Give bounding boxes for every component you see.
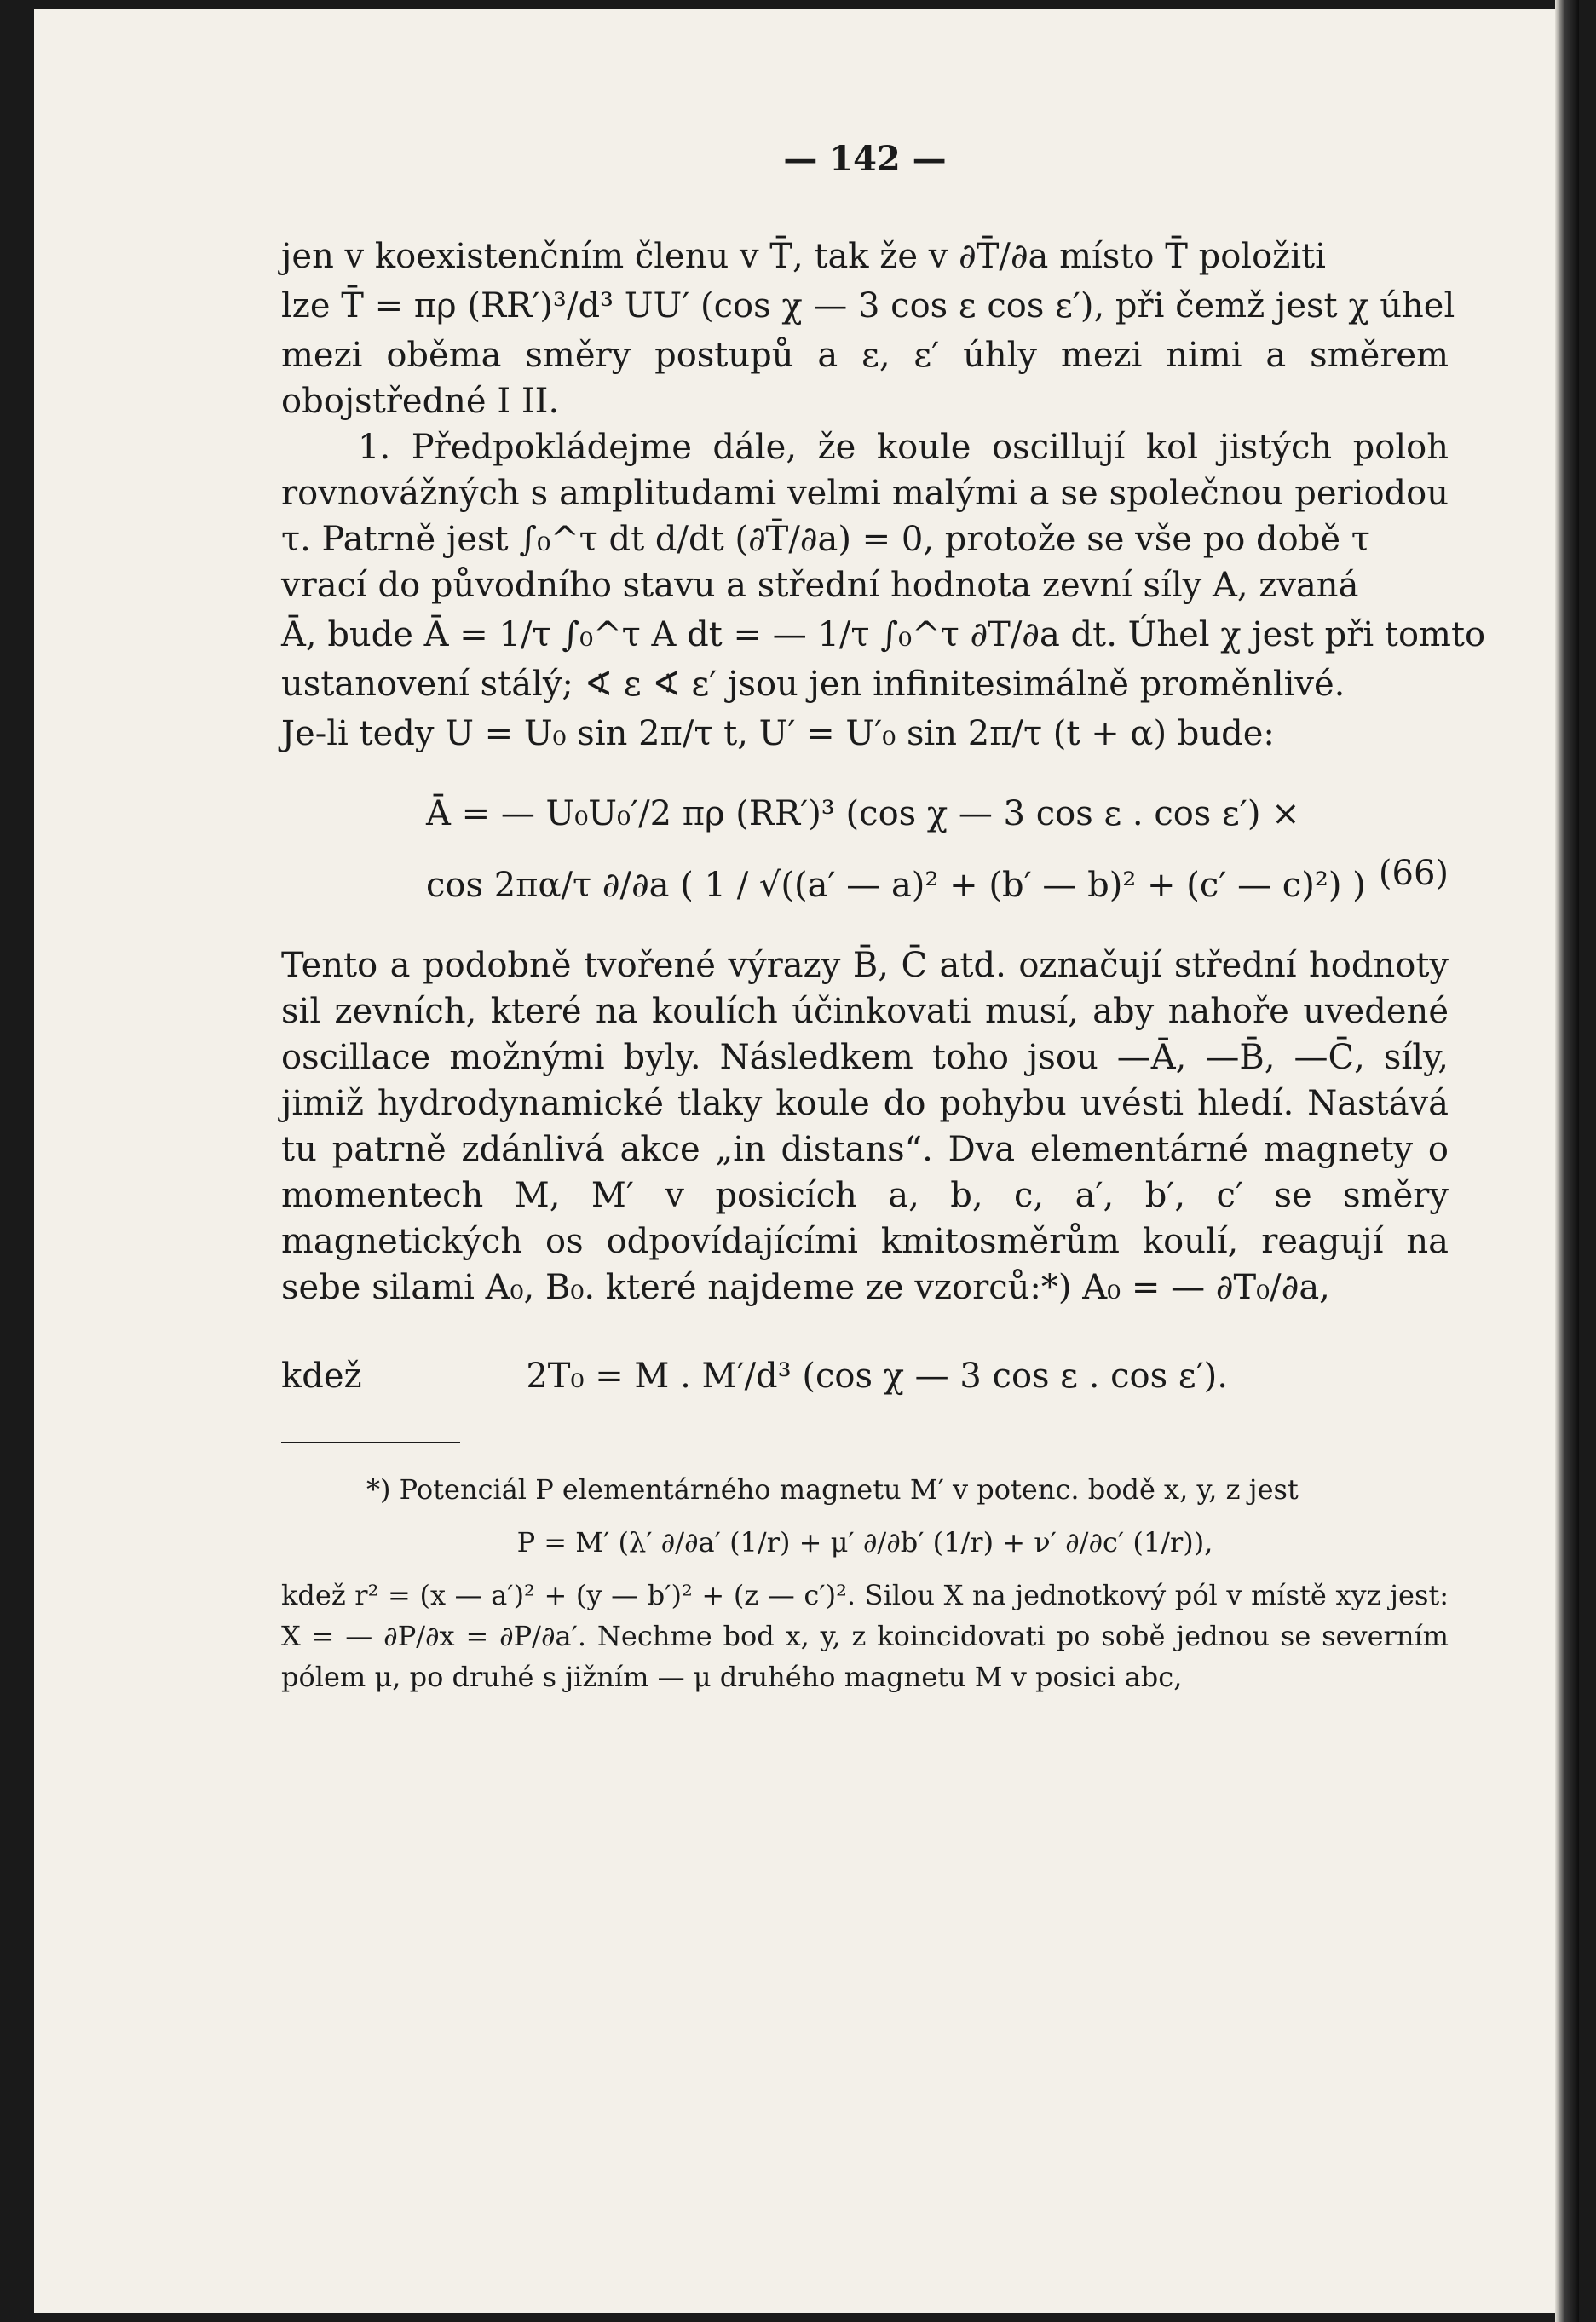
- footnote-rule: [281, 1442, 460, 1443]
- page-number: — 142 —: [783, 139, 947, 179]
- kdez-line: [281, 1353, 1449, 1399]
- equation-number: (66): [1378, 854, 1449, 893]
- footnote-text: kdež r² = (x — a′)² + (y — b′)² + (z — c′)². Silou X na jednotkový pól v místě xyz jest: X = — ∂P/∂x = ∂P/∂a′. Nechme bod x, y, z koincidovati po sobě jednou se severním pólem μ, po druhé s jižním — μ druhého magnetu M v posici abc,: [281, 1579, 1449, 1693]
- footnote-intro: *) Potenciál P elementárného magnetu M′ v potenc. bodě x, y, z jest: [366, 1473, 1299, 1506]
- kdez-equation: 2T₀ = M . M′/d³ (cos χ — 3 cos ε . cos ε′).: [526, 1357, 1229, 1396]
- text-line-7: ustanovení stálý; ∢ ε ∢ ε′ jsou jen infinitesimálně proměnlivé.: [281, 665, 1345, 704]
- text-line-8: Je-li tedy U = U₀ sin 2π/τ t, U′ = U′₀ sin 2π/τ (t + α) bude:: [281, 714, 1275, 753]
- kdez-label: kdež: [281, 1357, 362, 1396]
- page: [34, 9, 1559, 2313]
- text-line-1: jen v koexistenčním členu v T̄, tak že v ∂T̄/∂a místo T̄ položiti: [281, 237, 1326, 276]
- text-line-5: vrací do původního stavu a střední hodnota zevní síly A, zvaná: [281, 566, 1359, 605]
- footnote-equation: P = M′ (λ′ ∂/∂a′ (1/r) + μ′ ∂/∂b′ (1/r) + ν′ ∂/∂c′ (1/r)),: [516, 1526, 1213, 1559]
- text-line-3: mezi oběma směry postupů a ε, ε′ úhly mezi nimi a směrem obojstředné I II.: [281, 336, 1449, 421]
- paragraph-2: Tento a podobně tvořené výrazy B̄, C̄ atd. označují střední hodnoty sil zevních, které na koulích účinkovati musí, aby nahoře uvedené oscillace možnými byly. Následkem toho jsou —Ā, —B̄, —C̄, síly, jimiž hydrodynamické tlaky koule do pohybu uvésti hledí. Nastává tu patrně zdánlivá akce „in distans“. Dva elementárné magnety o momentech M, M′ v posicích a, b, c, a′, b′, c′ se směry magnetických os odpovídajícími kmitosměrům koulí, reagují na sebe silami A₀, B₀. které najdeme ze vzorců:*) A₀ = — ∂T₀/∂a,: [281, 946, 1449, 1307]
- page-text: [281, 136, 1486, 1697]
- equation-66-line-1: Ā = — U₀U₀′/2 πρ (RR′)³ (cos χ — 3 cos ε . cos ε′) ×: [426, 794, 1300, 833]
- paragraph-1: 1. Předpokládejme dále, že koule oscillují kol jistých poloh rovnovážných s amplitudami velmi malými a se společnou periodou τ. Patrně jest ∫₀^τ dt d/dt (∂T̄/∂a) = 0, protože se vše po době τ: [281, 428, 1449, 559]
- text-line-2: lze T̄ = πρ (RR′)³/d³ UU′ (cos χ — 3 cos ε cos ε′), při čemž jest χ úhel: [281, 286, 1455, 326]
- text-line-6: Ā, bude Ā = 1/τ ∫₀^τ A dt = — 1/τ ∫₀^τ ∂T/∂a dt. Úhel χ jest při tomto: [281, 615, 1486, 654]
- equation-66-line-2: cos 2πα/τ ∂/∂a ( 1 / √((a′ — a)² + (b′ — b)² + (c′ — c)²) ): [426, 866, 1366, 905]
- footnote: [281, 1469, 1449, 1697]
- equation-66: [426, 791, 1449, 908]
- page-edge-shadow: [1555, 0, 1579, 2322]
